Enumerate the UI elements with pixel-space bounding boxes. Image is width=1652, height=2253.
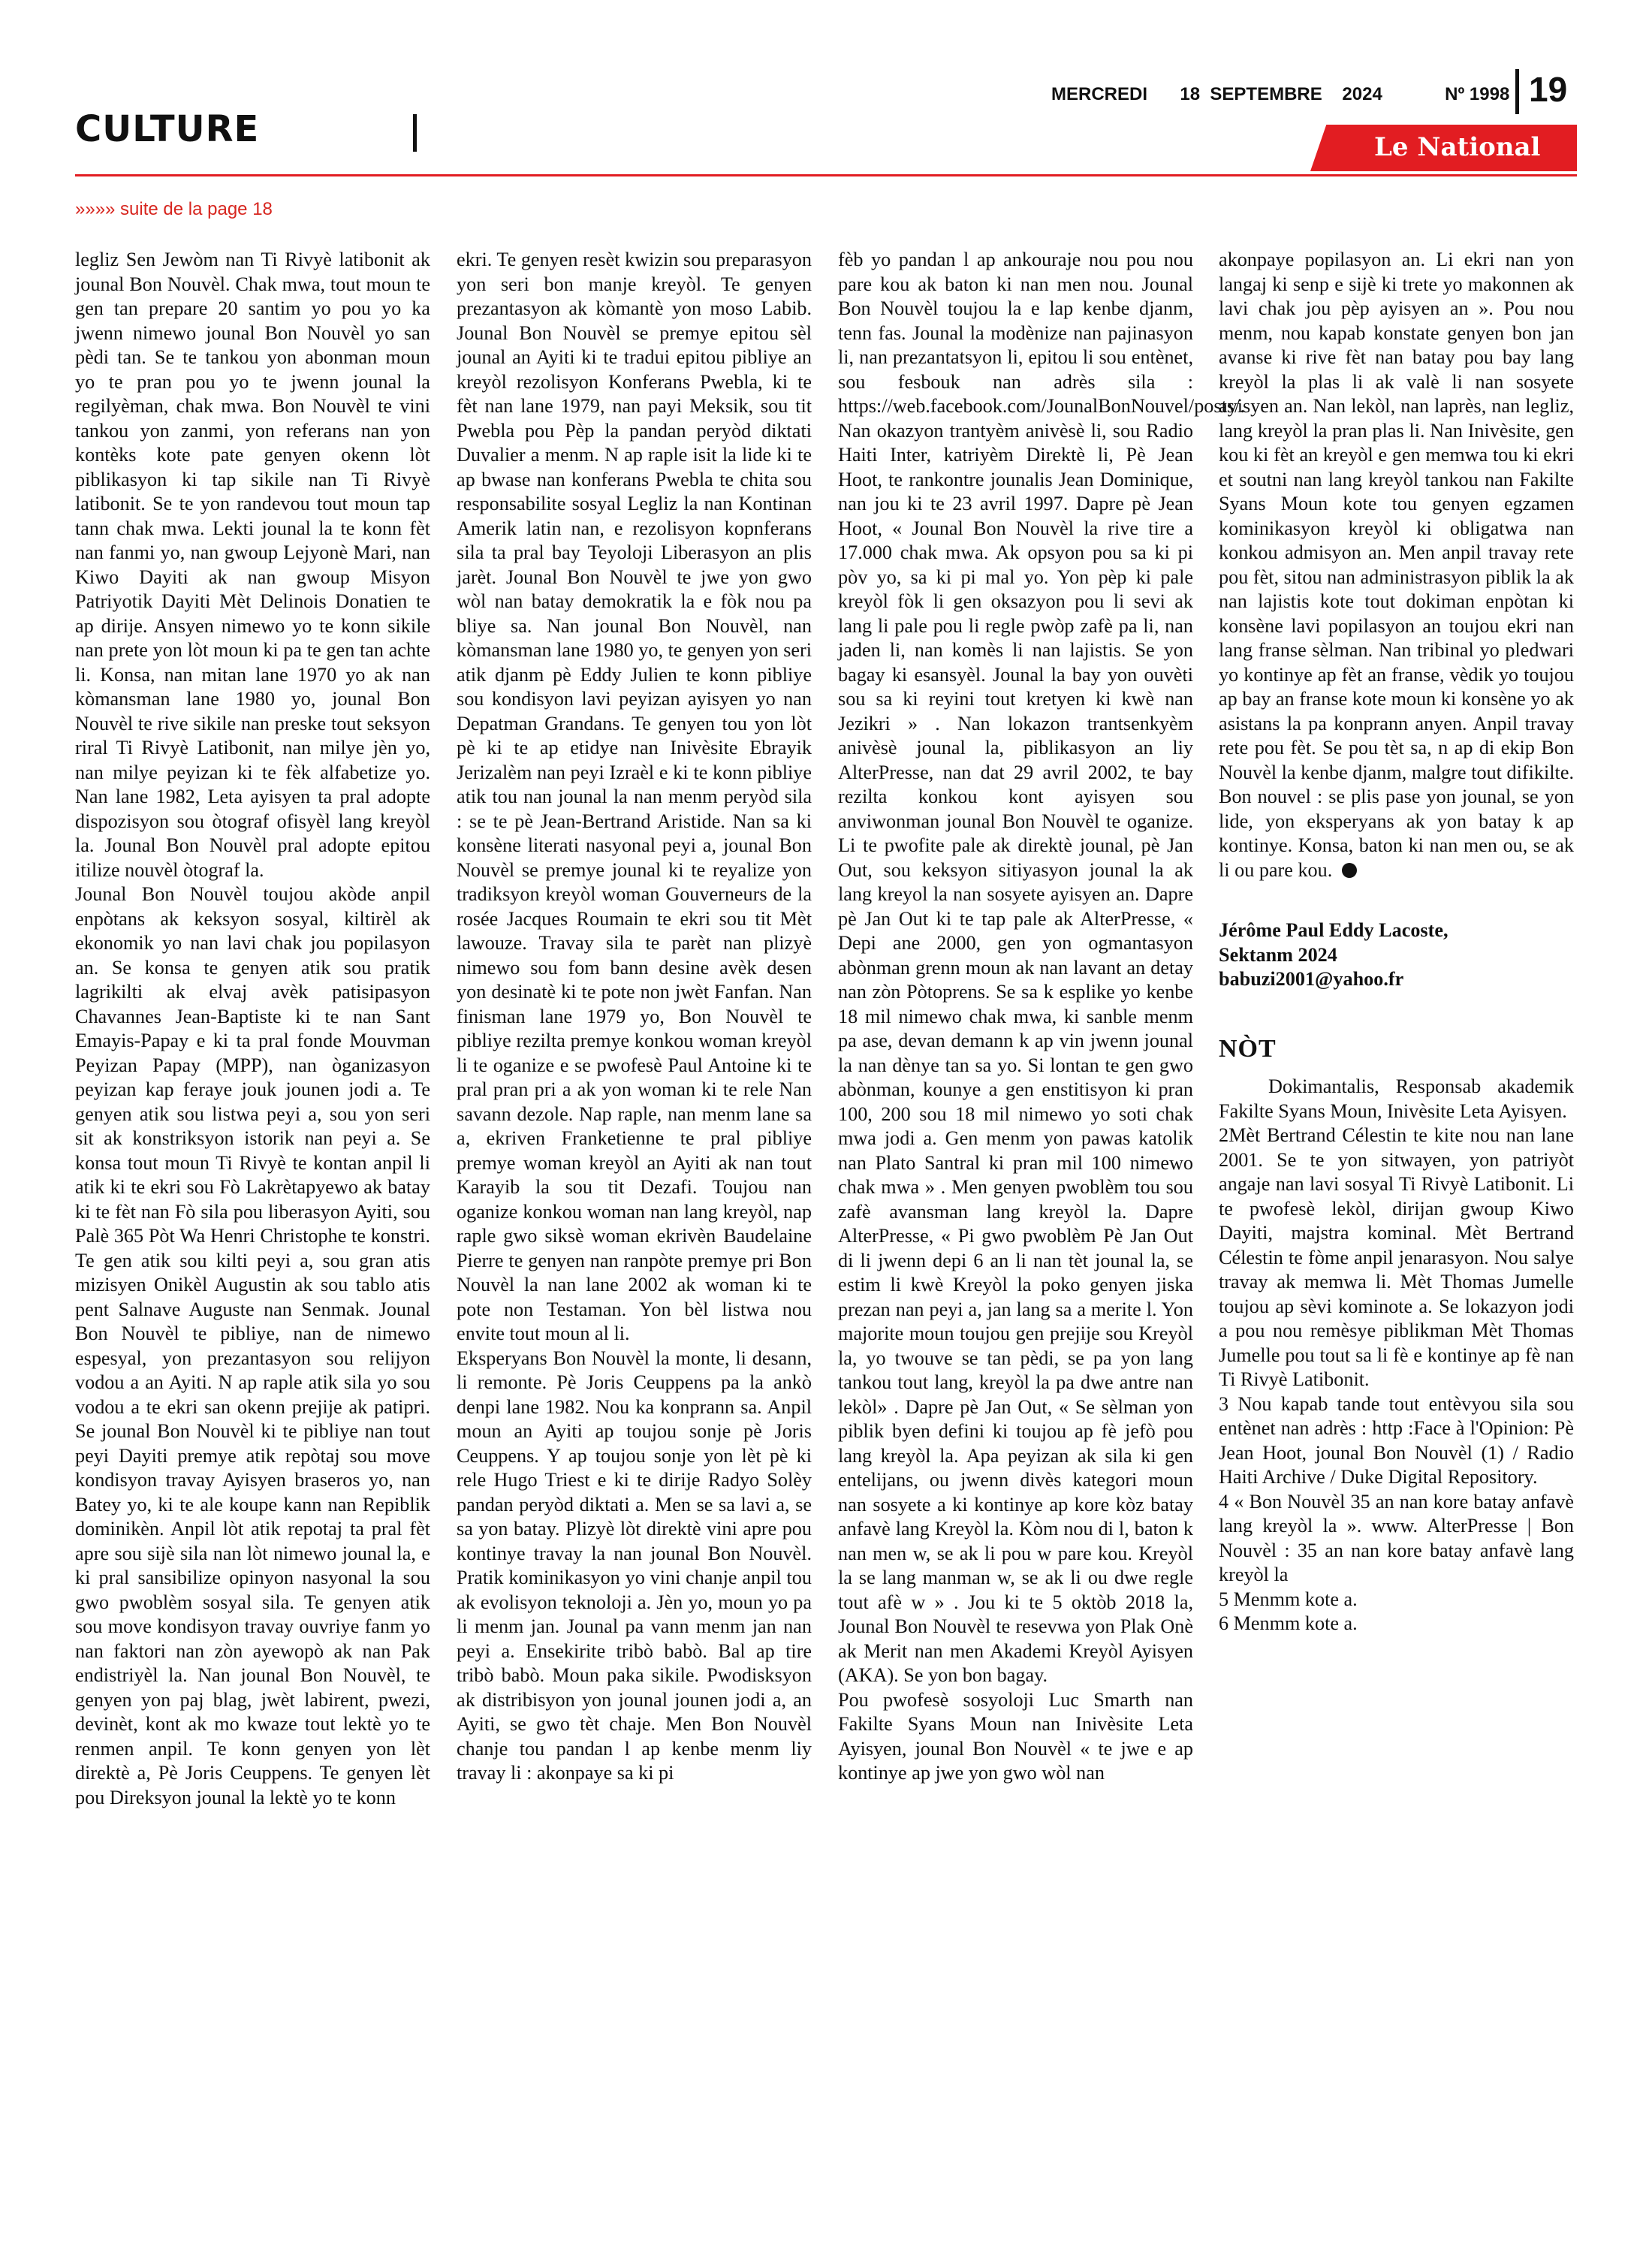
end-bullet-icon xyxy=(1342,863,1357,878)
page-number: 19 xyxy=(1529,70,1568,109)
issue-date: 18 SEPTEMBRE 2024 xyxy=(1180,84,1382,104)
paragraph: Nan okazyon trantyèm anivèsè li, sou Radio Haiti Inter, katriyèm Direktè li, Pè Jean Hoot, te rankontre jounalis Jean Dominique, nan jou ki te 23 avril 1997. Dapre pè Jean Hoot, « Jounal Bon Nouvèl la rive tire a 17.000 chak mwa. Ak opsyon pou sa ki pi pòv yo, sa ki pi mal yo. Yon pèp ki pale kreyòl fòk li gen oksazyon pou li sevi ak lang li pale pou li regle pwòp zafè pa li, nan jaden li, nan komès li nan lajistis. Se yon bagay ki esansyèl. Jounal la bay yon ouvèti sou sa ki reyini tout kretyen ki kwè nan Jezikri » . Nan lokazon trantsenkyèm anivèsè jounal la, piblikasyon an liy AlterPresse, nan dat 29 avril 2002, te bay rezilta konkou kont ayisyen sou anviwonman jounal Bon Nouvèl te oganize. Li te pwofite pale ak direktè jounal, pè Jan Out, sou keksyon sitiyasyon jounal la ak lang kreyol la nan sosyete ayisyen an. Dapre pè Jan Out ki te tap pale ak AlterPresse, « Depi ane 2000, gen yon ogmantasyon abònman grenn moun ak nan lavant an detay nan zòn Pòtoprens. Se sa k esplike yo kenbe 18 mil nimewo chak mwa, ki sanble menm pa ase, devan demann k ap vin jwenn jounal la nan dènye tan sa yo. Si lontan te gen gwo abònman, kounye a gen enstitisyon ki pran 100, 200 sou 18 mil nimewo yo soti chak mwa jodi a. Gen menm yon pawas katolik nan Plato Santral ki pran mil 100 nimewo chak mwa » . Men genyen pwoblèm tou sou zafè avansman lang kreyòl la. Dapre AlterPresse, « Pi gwo pwoblèm Pè Jan Out di li jwenn depi 6 an li nan tèt jounal la, se estim li kwè Kreyòl la poko genyen jiska prezan nan peyi a, jan lang sa a merite l. Yon majorite moun toujou gen prejije sou Kreyòl la, yo twouve se tan pèdi, se pa yon lang tankou tout lang, kreyòl la pa dwe antre nan lekòl» . Dapre pè Jan Out, « Se sèlman yon piblik byen defini ki toujou ap fè jefò pou lang kreyòl la. Apa peyizan ak sila ki gen entelijans, ou jwenn divès kategori moun nan sosyete a ki kontinye ap kore kòz batay anfavè lang Kreyòl la. Kòm nou di l, baton k nan men w, se ak li pou w pare kou. Kreyòl la se lang manman w, se ak li ou dwe regle tout afè w » . Jou ki te 5 oktòb 2018 la, Jounal Bon Nouvèl te resevwa yon Plak Onè ak Merit nan men Akademi Kreyòl Ayisyen (AKA). Se yon bon bagay. xyxy=(838,419,1193,1686)
note-item: Dokimantalis, Responsab akademik Fakilte Syans Moun, Inivèsite Leta Ayisyen. xyxy=(1219,1075,1579,1122)
brand-name: Le National xyxy=(1374,132,1541,162)
paragraph: Eksperyans Bon Nouvèl la monte, li desann, li remonte. Pè Joris Ceuppens pa la ankò denpi lane 1982. Nou ka konprann sa. Anpil moun an Ayiti ap toujou sonje pè Joris Ceuppens. Y ap toujou sonje yon lèt pè ki rele Hugo Triest e ki te dirije Radyo Solèy pandan peryòd diktati a. Men se sa lavi a, se sa yon batay. Plizyè lòt direktè vini apre pou kontinye travay la nan jounal Bon Nouvèl. Pratik kominikasyon yo vini chanje anpil tou ak evolisyon teknoloji a. Jèn yo, moun yo pa li menm jan. Jounal pa vann menm jan nan peyi a. Ensekirite tribò babò. Bal ap tire tribò babò. Moun paka sikile. Pwodisksyon ak distribisyon yon jounal jounen jodi a, an Ayiti, se gwo tèt chaje. Men Bon Nouvèl chanje tou pandan l ap kenbe menm liy travay li : akonpaye sa ki pi xyxy=(457,1347,812,1784)
note-item: 6 Menmm kote a. xyxy=(1219,1612,1358,1634)
paragraph: legliz Sen Jewòm nan Ti Rivyè latibonit ak jounal Bon Nouvèl. Chak mwa, tout moun te gen tan prepare 20 santim yo pou yo ka jwenn nimewo jounal Bon Nouvèl yo san pèdi tan. Se te tankou yon abonman moun yo te pran pou yo te jwenn jounal la regilyèman, chak mwa. Bon Nouvèl te vini tankou yon zanmi, yon referans nan yon kontèks kote pate genyen okenn lòt piblikasyon ki tap sikile nan Ti Rivyè latibonit. Se te yon randevou tout moun tap tann chak mwa. Lekti jounal la te konn fèt nan fanmi yo, nan gwoup Lejyonè Mari, nan Kiwo Dayiti ak nan gwoup Misyon Patriyotik Dayiti Mèt Delinois Donatien te ap dirije. Ansyen nimewo yo te konn sikile nan prete yon lòt moun ki pa te gen tan achte li. Konsa, nan mitan lane 1970 yo ak nan kòmansman lane 1980 yo, jounal Bon Nouvèl te rive sikile nan preske tout seksyon riral Ti Rivyè Latibonit, nan milye jèn yo, nan milye peyizan ki te fèk alfabetize yo. Nan lane 1982, Leta ayisyen ta pral adopte dispozisyon sou òtograf ofisyèl lang kreyòl la. Jounal Bon Nouvèl pral adopte epitou itilize nouvèl òtograf la. xyxy=(75,249,430,881)
note-item: 5 Menmm kote a. xyxy=(1219,1588,1358,1610)
article-column-2 xyxy=(457,248,812,1786)
paragraph-text: akonpaye popilasyon an. Li ekri nan yon langaj ki senp e sijè ki trete yo makonnen ak lavi chak jou pèp ayisyen an ». Pou nou menm, nou kapab konstate genyen bon jan avanse ki rive fèt nan batay pou bay lang kreyòl la plas li ak valè li nan sosyete ayisyen an. Nan lekòl, nan laprès, nan legliz, lang kreyòl la pran plas li. Nan Inivèsite, gen kou ki fèt an kreyòl e gen memwa tou ki ekri et soutni nan lang kreyòl tankou nan Fakilte Syans Moun kote tou genyen egzamen kominikasyon kreyòl ki obligatwa nan konkou admisyon an. Men anpil travay rete pou fèt, sitou nan administrasyon piblik la ak nan lajistis kote tout dokiman enpòtan ki konsène lavi popilasyon an toujou ekri nan lang franse sèlman. Nan tribinal yo pledwari yo kontinye ap fèt an franse, vèdik yo toujou ap bay an franse kote moun ki konsène yo ak asistans la pa konprann anyen. Anpil travay rete pou fèt. Se pou tèt sa, n ap di ekip Bon Nouvèl la kenbe djanm, malgre tout difikilte. Bon nouvel : se plis pase yon jounal, se yon lide, yon eksperyans ak yon batay k ap kontinye. Konsa, baton ki nan men ou, se ak li ou pare kou. xyxy=(1219,249,1574,881)
paragraph xyxy=(1219,248,1574,882)
section-title: CULTURE xyxy=(75,108,260,150)
paragraph: Jounal Bon Nouvèl toujou akòde anpil enpòtans ak keksyon sosyal, kiltirèl ak ekonomik yo nan lavi chak jou popilasyon an. Se konsa te genyen atik sou pratik lagrikilti ak elvaj avèk patisipasyon Chavannes Jean-Baptiste ki te nan Sant Emayis-Papay e ki ta pral fonde Mouvman Peyizan Papay (MPP), nan òganizasyon peyizan kap feraye jouk jounen jodi a. Te genyen atik sou listwa peyi a, sou yon seri sit ak konstriksyon istorik nan peyi a. Se konsa tout moun Ti Rivyè te kontan anpil li atik ki te ekri sou Fò Lakrètapyewo ak batay ki te fèt nan Fò sila pou liberasyon Ayiti, sou Palè 365 Pòt Wa Henri Christophe te konstri. Te gen atik sou kilti peyi a, sou gran atis mizisyen Onikèl Augustin ak sou tablo atis pent Salnave Auguste nan Senmak. Jounal Bon Nouvèl te pibliye, nan de nimewo espesyal, yon prezantasyon sou relijyon vodou a an Ayiti. N ap raple atik sila yo sou vodou a te ekri san okenn prejije ak patipri. Se jounal Bon Nouvèl ki te pibliye nan tout peyi Dayiti premye atik repòtaj sou move kondisyon travay Ayisyen braseros yo, nan Batey yo, ki te ale koupe kann nan Repiblik dominikèn. Anpil lòt atik repotaj ta pral fèt apre sou sijè sila nan lòt nimewo jounal la, e ki pral sansibilize opinyon nasyonal la sou gwo pwoblèm sosyal sila. Te genyen atik sou move kondisyon travay ouvriye fanm yo nan faktori nan zòn ayewopò ak nan Pak endistriyèl la. Nan jounal Bon Nouvèl, te genyen yon paj blag, jwèt labirent, pwezi, devinèt, kont ak mo kwaze tout lektè yo te renmen anpil. Te konn genyen yon lèt direktè a, Pè Joris Ceuppens. Te genyen lèt pou Direksyon jounal la lektè yo te konn xyxy=(75,883,430,1808)
note-item: 3 Nou kapab tande tout entèvyou sila sou entènet nan adrès : http :Face à l'Opinion: Pè Jean Hoot, jounal Bon Nouvèl (1) / Radio Haiti Archive / Duke Digital Repository. 4 « Bon Nouvèl 35 an nan kore batay anfavè lang kreyòl la ». www. AlterPresse | Bon Nouvèl : 35 an nan kore batay anfavè lang kreyòl la xyxy=(1219,1392,1574,1585)
author-email[interactable]: babuzi2001@yahoo.fr xyxy=(1219,968,1404,990)
author-name: Jérôme Paul Eddy Lacoste, xyxy=(1219,919,1449,941)
issue-day: MERCREDI xyxy=(1051,84,1148,104)
notes-heading: NÒT xyxy=(1219,1034,1277,1063)
paragraph: ekri. Te genyen resèt kwizin sou preparasyon yon seri bon manje kreyòl. Te genyen prezantasyon ak kòmantè yon moso Labib. Jounal Bon Nouvèl se premye epitou sèl jounal an Ayiti ki te tradui epitou pibliye an kreyòl rezolisyon Konferans Pwebla, ki te fèt nan lane 1979, nan payi Meksik, sou tit Pwebla pou Pèp la pandan peryòd diktati Duvalier a menm. N ap raple isit la lide ki te ap bwase nan konferans Pwebla te chita sou responsabilite sosyal Legliz la nan Kontinan Amerik latin nan, e rezolisyon kopnferans sila ta pral bay Teyoloji Liberasyon an plis jarèt. Jounal Bon Nouvèl te jwe yon gwo wòl nan batay demokratik la e fòk nou pa bliye sa. Nan jounal Bon Nouvèl, nan kòmansman lane 1980 yo, te genyen yon seri atik djanm pè Eddy Julien te konn pibliye sou kondisyon lavi peyizan ayisyen yo nan Depatman Grandans. Te genyen tou yon lòt pè ki te ap etidye nan Inivèsite Ebrayik Jerizalèm nan peyi Izraèl e ki te konn pibliye atik tou nan jounal la nan menm peryòd sila : se te pè Jean-Bertrand Aristide. Nan sa ki konsène literati nasyonal peyi a, jounal Bon Nouvèl se premye jounal ki te reyalize yon tradiksyon kreyòl woman Gouverneurs de la rosée Jacques Roumain te ekri sou tit Mèt lawouze. Travay sila te parèt nan plizyè nimewo sou fom bann desine avèk desen yon desinatè ki te pote non jwèt Fanfan. Nan finisman lane 1979 yo, Bon Nouvèl te pibliye rezilta premye konkou woman kreyòl li te oganize e se pwofesè Paul Antoine ki te pral pran pri a ak yon woman ki te rele Nan savann dezole. Nap raple, nan menm lane sa a, ekriven Franketienne te pral pibliye premye woman kreyòl an Ayiti ak nan tout Karayib la sou tit Dezafi. Toujou nan oganize konkou woman nan lang kreyòl, nap raple gwo siksè woman ekrivèn Baudelaine Pierre te genyen nan ranpòte premye pri Bon Nouvèl la nan lane 2002 ak woman ki te pote non Testaman. Yon bèl listwa nou envite tout moun al li. xyxy=(457,249,812,1344)
note-item: 2Mèt Bertrand Célestin te kite nou nan lane 2001. Se te yon sitwayen, yon patriyòt angaje nan lavi sosyal Ti Rivyè Latibonit. Li te pwofesè lekòl, dirijan gwoup Kiwo Dayiti, majstra kominal. Mèt Bertrand Célestin te fòme anpil jenarasyon. Nou salye travay ak memwa li. Mèt Thomas Jumelle toujou ap sèvi kominote a. Se lokazyon jodi a pou nou remèsye piblikman Mèt Thomas Jumelle pou tout sa li fè e kontinye ap fè nan Ti Rivyè Latibonit. xyxy=(1219,1124,1574,1390)
title-divider xyxy=(413,114,417,152)
article-column-1 xyxy=(75,248,430,1810)
issue-number: Nº 1998 xyxy=(1445,84,1510,104)
article-column-3 xyxy=(838,248,1245,1786)
header-rule xyxy=(75,174,1577,176)
article-column-4 xyxy=(1219,248,1579,1636)
continued-from-link[interactable]: »»»» suite de la page 18 xyxy=(75,199,273,219)
issue-date-line xyxy=(1051,84,1509,105)
page-number-divider xyxy=(1515,69,1519,114)
paragraph: Pou pwofesè sosyoloji Luc Smarth nan Fakilte Syans Moun nan Inivèsite Leta Ayisyen, jounal Bon Nouvèl « te jwe e ap kontinye ap jwe yon gwo wòl nan xyxy=(838,1688,1193,1784)
paragraph: fèb yo pandan l ap ankouraje nou pou nou pare kou ak baton ki nan men nou. Jounal Bon Nouvèl toujou la e lap kenbe djanm, tenn fas. Jounal la modènize nan pajinasyon li, nan prezantatsyon li, epitou li sou entènet, sou fesbouk nan adrès sila : https://web.facebook.com/JounalBonNouvel/posts/. xyxy=(838,249,1245,417)
author-date: Sektanm 2024 xyxy=(1219,943,1337,966)
